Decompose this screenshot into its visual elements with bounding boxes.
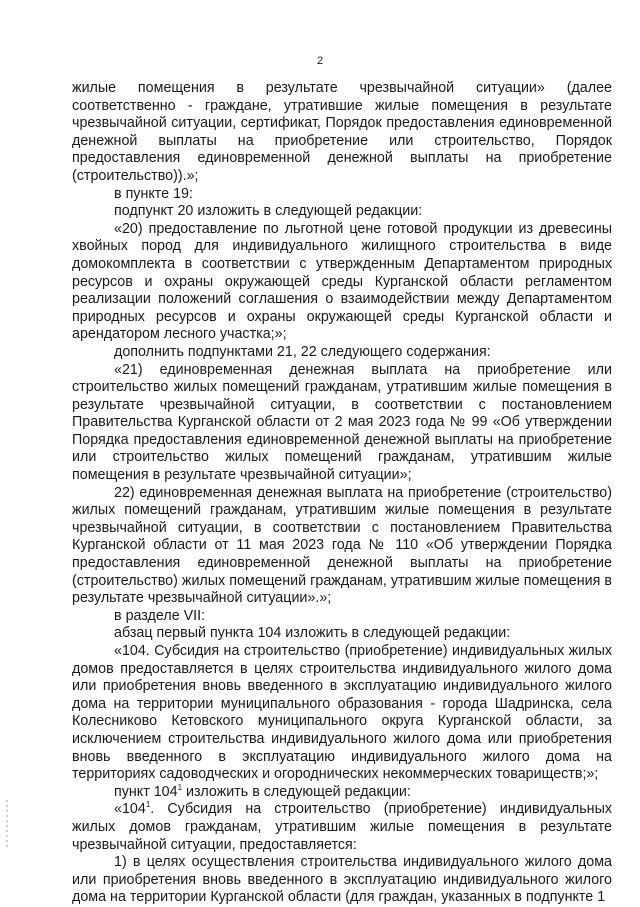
paragraph-point-19: в пункте 19: [114,185,193,202]
superscript: 1 [145,800,151,810]
text-run: «104 [114,801,146,818]
paragraph-section-vii: в разделе VII: [114,607,206,624]
text-run: . Субсидия на строительство (приобретение) индивидуальных жилых домов гражданам, утратившим жилые помещения в результате чрезвычайной ситуации, предоставляется: [72,801,612,853]
paragraph-subpoint-20-text: «20) предоставление по льготной цене готовой продукции из древесины хвойных пород для индивидуального жилищного строительства в виде домокомплекта в соответствии с утвержденным Департаментом природных ресурсов и охраны окружающей среды Курганской области регламентом реализации положений соглашения о взаимодействии между Департаментом природных ресурсов и охраны окружающей среды Курганской области и арендатором лесного участка;»; [72,220,612,343]
text-run: изложить в следующей редакции: [182,783,411,800]
paragraph-subpoint-21: «21) единовременная денежная выплата на приобретение или строительство жилых помещений гражданам, утратившим жилые помещения в результате чрезвычайной ситуации, в соответствии с постановлением Правительства Курганской области от 2 мая 2023 года № 99 «Об утверждении Порядка предоставления единовременной денежной выплаты на приобретение или строительство жилых помещений гражданам, утратившим жилые помещения в результате чрезвычайной ситуации»; [72,361,612,484]
paragraph-continuation: жилые помещения в результате чрезвычайной ситуации» (далее соответственно - граждане, утратившие жилые помещения в результате чрезвычайной ситуации, сертификат, Порядок предоставления единовременной денежной выплаты на приобретение или строительство, Порядок предоставления единовременной денежной выплаты на приобретение (строительство)).»; [72,80,612,184]
scan-margin-mark [6,800,8,850]
paragraph-point-104-1-intro [72,784,612,802]
paragraph-subpoint-1: 1) в целях осуществления строительства индивидуального жилого дома или приобретения вновь введенного в эксплуатацию индивидуального жилого дома на территории Курганской области (для граждан, указанных в подпункте 1 [72,854,612,906]
paragraph-point-104-1-text [72,801,612,854]
text-run: пункт 104 [114,783,178,800]
page-number: 2 [316,55,324,67]
paragraph-point-104-text: «104. Субсидия на строительство (приобретение) индивидуальных жилых домов предоставляется в целях строительства индивидуального жилого дома или приобретения вновь введенного в эксплуатацию индивидуального жилого дома на территории муниципального образования - города Шадринска, села Колесниково Кетовского муниципального округа Курганской области, за исключением строительства индивидуального жилого дома или приобретения вновь введенного в эксплуатацию индивидуального жилого дома на территориях садоводческих и огороднических некоммерческих товариществ;»; [72,643,612,783]
paragraph-point-104-intro: абзац первый пункта 104 изложить в следующей редакции: [114,625,511,642]
paragraph-subpoint-20-intro: подпункт 20 изложить в следующей редакции: [114,203,423,220]
paragraph-subpoint-22: 22) единовременная денежная выплата на приобретение (строительство) жилых помещений гражданам, утратившим жилые помещения в результате чрезвычайной ситуации, в соответствии с постановлением Правительства Курганской области от 11 мая 2023 года № 110 «Об утверждении Порядка предоставления единовременной денежной выплаты на приобретение (строительство) жилых помещений гражданам, утратившим жилые помещения в результате чрезвычайной ситуации».»; [72,484,612,607]
document-body [72,80,612,907]
superscript: 1 [177,782,183,792]
paragraph-subpoints-21-22-intro: дополнить подпунктами 21, 22 следующего содержания: [114,343,491,360]
